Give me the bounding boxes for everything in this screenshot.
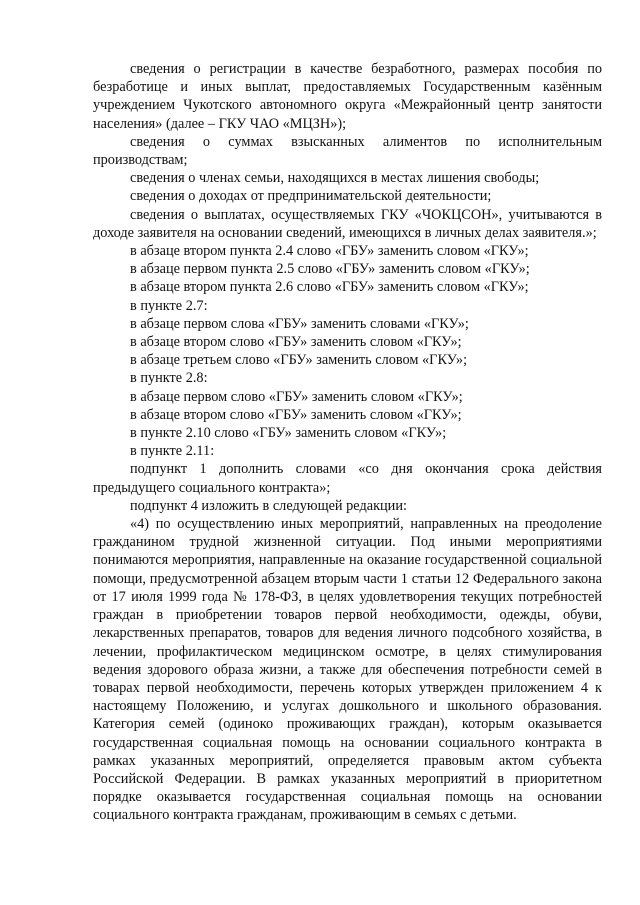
paragraph-item-2-7-third: в абзаце третьем слово «ГБУ» заменить словом «ГКУ»; <box>130 352 468 369</box>
paragraph-item-2-8-first: в абзаце первом слово «ГБУ» заменить словом «ГКУ»; <box>130 388 463 405</box>
paragraph-unemployment-info: сведения о регистрации в качестве безработного, размерах пособия по безработице и иных выплат, предоставляемых Государственным казённым учреждением Чукотского автономного округа «Межрайонный центр занятости населения» (далее – ГКУ ЧАО «МЦЗН»); <box>93 61 602 132</box>
paragraph-item-2-8-heading: в пункте 2.8: <box>130 370 208 387</box>
paragraph-item-2-10: в пункте 2.10 слово «ГБУ» заменить словом «ГКУ»; <box>130 425 447 442</box>
paragraph-business-income: сведения о доходах от предпринимательской деятельности; <box>130 188 492 205</box>
paragraph-item-2-8-second: в абзаце втором слово «ГБУ» заменить словом «ГКУ»; <box>130 406 462 423</box>
paragraph-chokcson-payments: сведения о выплатах, осуществляемых ГКУ «ЧОКЦСОН», учитываются в доходе заявителя на основании сведений, имеющихся в личных делах заявителя.»; <box>93 206 602 241</box>
paragraph-item-2-7-first: в абзаце первом слова «ГБУ» заменить словами «ГКУ»; <box>130 315 469 332</box>
paragraph-item-2-5: в абзаце первом пункта 2.5 слово «ГБУ» заменить словом «ГКУ»; <box>130 261 530 278</box>
paragraph-item-2-4: в абзаце втором пункта 2.4 слово «ГБУ» заменить словом «ГКУ»; <box>130 243 529 260</box>
paragraph-item-2-7-heading: в пункте 2.7: <box>130 297 208 314</box>
paragraph-item-2-6: в абзаце втором пункта 2.6 слово «ГБУ» заменить словом «ГКУ»; <box>130 279 529 296</box>
paragraph-item-2-7-second: в абзаце втором слово «ГБУ» заменить словом «ГКУ»; <box>130 334 462 351</box>
paragraph-family-imprisoned: сведения о членах семьи, находящихся в местах лишения свободы; <box>130 170 540 187</box>
paragraph-alimony-info: сведения о суммах взысканных алиментов по исполнительным производствам; <box>93 133 602 169</box>
paragraph-subitem-4-text: «4) по осуществлению иных мероприятий, направленных на преодоление гражданином трудной жизненной ситуации. Под иными мероприятиями понимаются мероприятия, направленные на оказание государственной социальной помощи, предусмотренной абзацем вторым части 1 статьи 12 Федерального закона от 17 июля 1999 года № 178-ФЗ, в целях удовлетворения текущих потребностей граждан в приобретении товаров первой необходимости, одежды, обуви, лекарственных препаратов, товаров для ведения личного подсобного хозяйства, в лечении, профилактическом медицинском осмотре, в целях стимулирования ведения здорового образа жизни, а также для обеспечения потребности семей в товарах первой необходимости, перечень которых утвержден приложением 4 к настоящему Положению, и услугах дошкольного и школьного образования. Категория семей (одиноко проживающих граждан), которым оказывается государственная социальная помощь на основании социального контракта в рамках указанных мероприятий, определяется правовым актом субъекта Российской Федерации. В рамках указанных мероприятий в приоритетном порядке оказывается государственная социальная помощь на основании социального контракта гражданам, проживающим в семьях с детьми. <box>93 516 602 824</box>
paragraph-subitem-1: подпункт 1 дополнить словами «со дня окончания срока действия предыдущего социального контракта»; <box>93 461 602 496</box>
paragraph-item-2-11-heading: в пункте 2.11: <box>130 443 215 460</box>
paragraph-subitem-4-intro: подпункт 4 изложить в следующей редакции: <box>130 497 407 514</box>
